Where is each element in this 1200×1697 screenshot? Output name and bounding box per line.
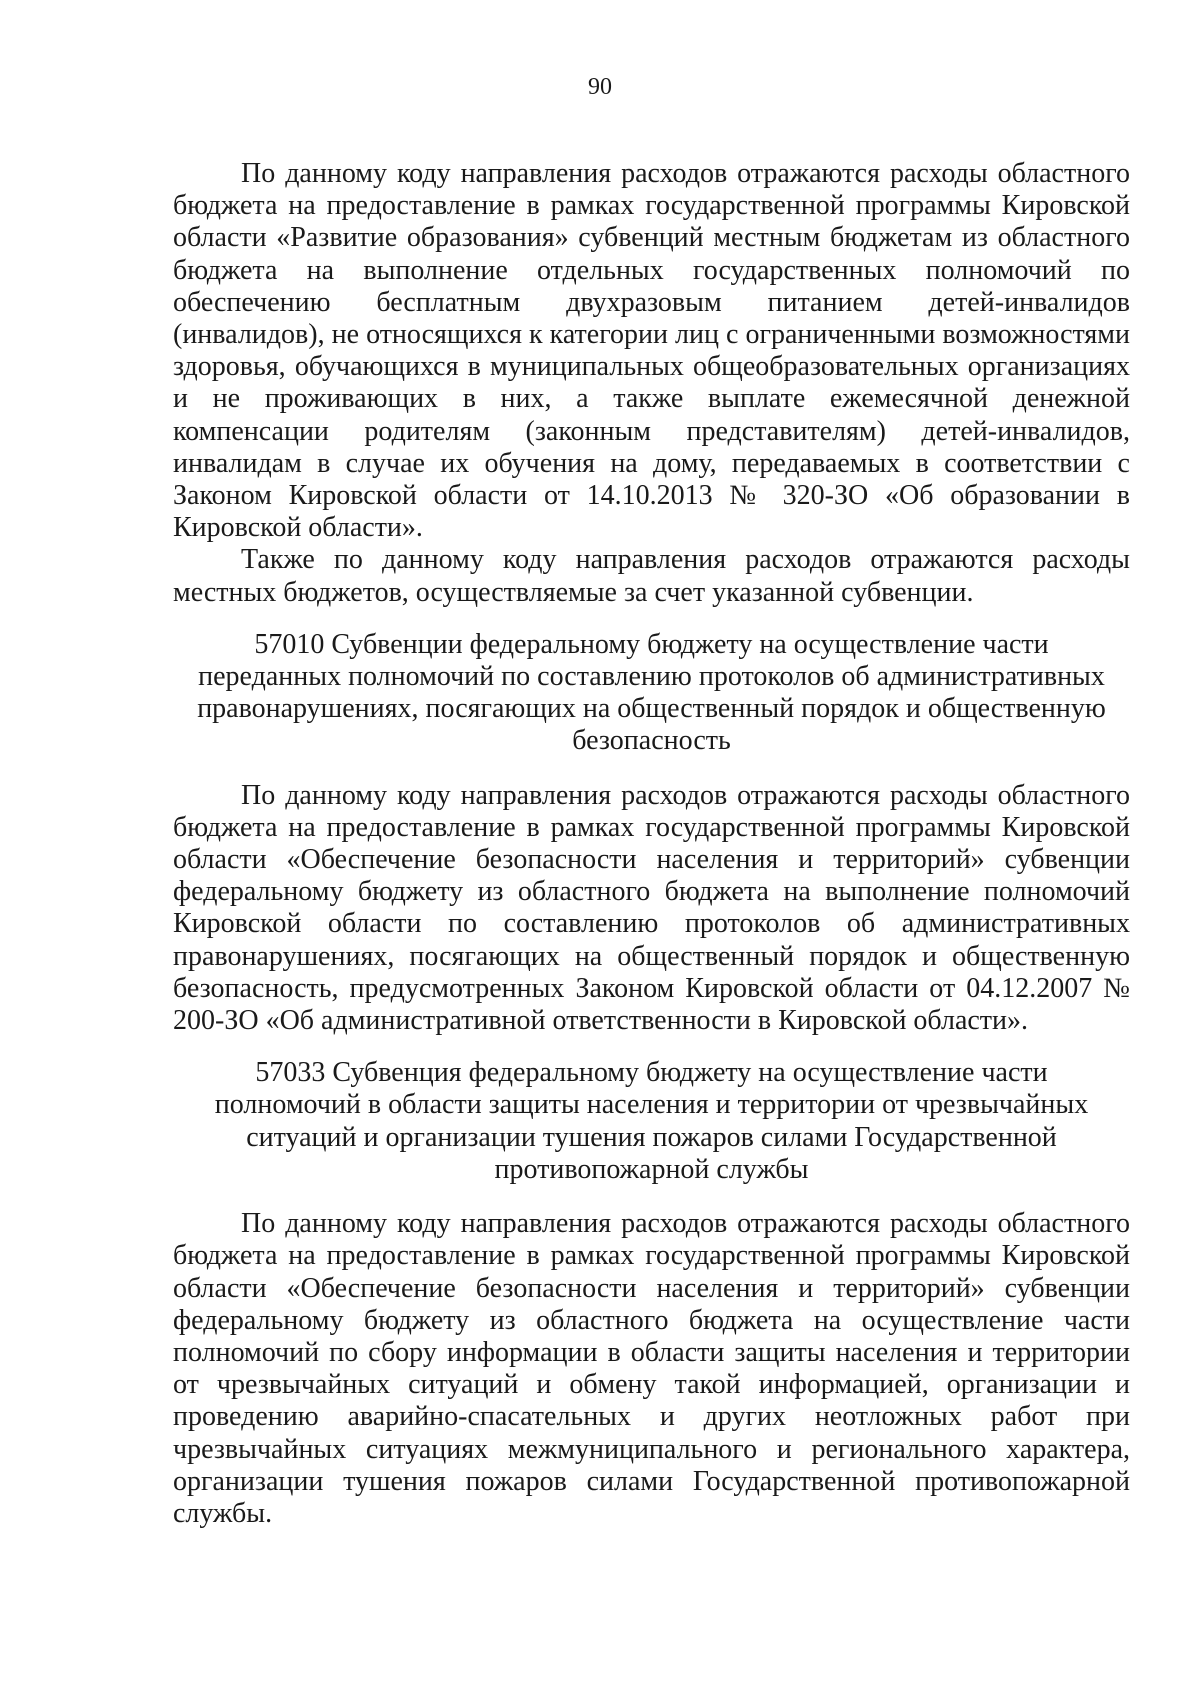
body-paragraph: По данному коду направления расходов отражаются расходы областного бюджета на предоставление в рамках государственной программы Кировской области «Обеспечение безопасности населения и территорий» субвенции федеральному бюджету из областного бюджета на выполнение полномочий Кировской области по составлению протоколов об административных правонарушениях, посягающих на общественный порядок и общественную безопасность, предусмотренных Законом Кировской области от 04.12.2007 № 200-ЗО «Об административной ответственности в Кировской области».	[173, 779, 1130, 1037]
page-number: 90	[588, 74, 612, 100]
body-paragraph: По данному коду направления расходов отражаются расходы областного бюджета на предоставление в рамках государственной программы Кировской области «Развитие образования» субвенций местным бюджетам из областного бюджета на выполнение отдельных государственных полномочий по обеспечению бесплатным двухразовым питанием детей-инвалидов (инвалидов), не относящихся к категории лиц с ограниченными возможностями здоровья, обучающихся в муниципальных общеобразовательных организациях и не проживающих в них, а также выплате ежемесячной денежной компенсации родителям (законным представителям) детей-инвалидов, инвалидам в случае их обучения на дому, передаваемых в соответствии с Законом Кировской области от 14.10.2013 № 320-ЗО «Об образовании в Кировской области».	[173, 158, 1130, 544]
section-spacer	[173, 1037, 1130, 1057]
section-spacer	[173, 609, 1130, 629]
document-body	[173, 158, 1130, 1530]
section-heading-57033: 57033 Субвенция федеральному бюджету на осуществление части полномочий в области защиты населения и территории от чрезвычайных ситуаций и организации тушения пожаров силами Государственной противопожарной службы	[214, 1057, 1089, 1185]
section-spacer	[173, 1186, 1130, 1208]
body-paragraph: По данному коду направления расходов отражаются расходы областного бюджета на предоставление в рамках государственной программы Кировской области «Обеспечение безопасности населения и территорий» субвенции федеральному бюджету из областного бюджета на осуществление части полномочий по сбору информации в области защиты населения и территории от чрезвычайных ситуаций и обмену такой информацией, организации и проведению аварийно-спасательных и других неотложных работ при чрезвычайных ситуациях межмуниципального и регионального характера, организации тушения пожаров силами Государственной противопожарной службы.	[173, 1208, 1130, 1529]
section-spacer	[173, 758, 1130, 780]
body-paragraph: Также по данному коду направления расходов отражаются расходы местных бюджетов, осуществляемые за счет указанной субвенции.	[173, 544, 1130, 608]
section-heading-57010: 57010 Субвенции федеральному бюджету на осуществление части переданных полномочий по составлению протоколов об административных правонарушениях, посягающих на общественный порядок и общественную безопасность	[197, 628, 1106, 757]
